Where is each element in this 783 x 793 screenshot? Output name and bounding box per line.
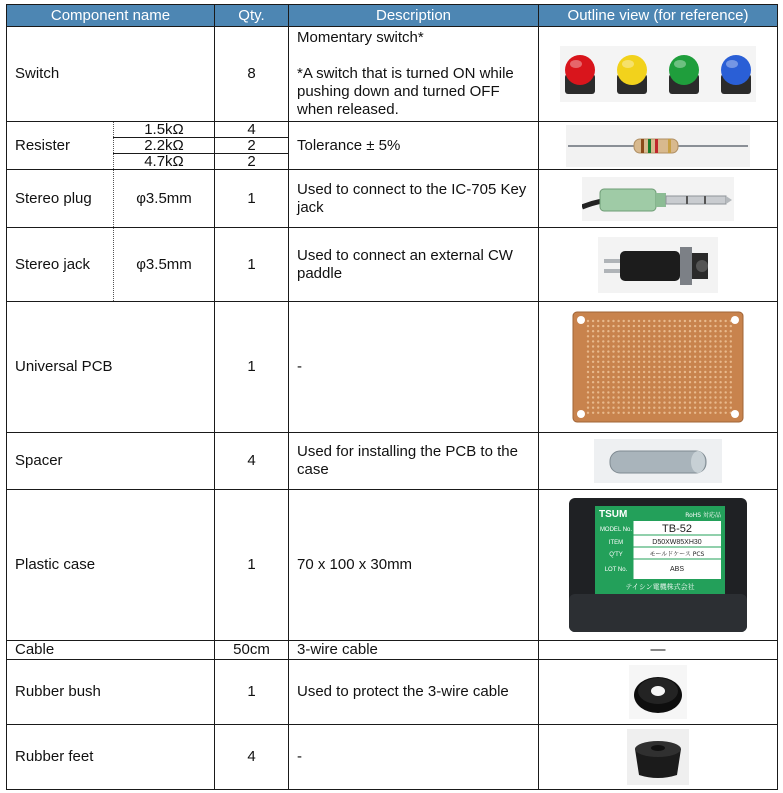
case-label-item-val: D50XW85XH30: [652, 538, 702, 546]
spacer-qty: 4: [215, 433, 289, 490]
bush-name: Rubber bush: [7, 659, 215, 724]
stereo-jack-image: [598, 237, 718, 293]
header-row: [7, 5, 778, 27]
feet-description: -: [289, 724, 539, 789]
row-switch: [7, 27, 778, 121]
switch-desc-line2: *A switch that is turned ON while pushing down and turned OFF when released.: [297, 65, 514, 119]
spacer-outline: [539, 433, 778, 490]
cable-description: 3-wire cable: [289, 640, 539, 659]
case-label-rohs: RoHS 対応品: [685, 511, 721, 519]
row-rubber-feet: [7, 724, 778, 789]
switch-desc-line1: Momentary switch*: [297, 29, 424, 47]
switch-image: [560, 46, 756, 102]
case-label-lot-key: LOT No.: [604, 566, 628, 573]
switch-description: [289, 27, 539, 121]
switch-cap: [669, 55, 699, 85]
stereo-plug-description: Used to connect to the IC-705 Key jack: [289, 170, 539, 228]
resister-qty-3: 2: [215, 154, 289, 170]
case-qty: 1: [215, 490, 289, 640]
row-universal-pcb: [7, 302, 778, 433]
header-qty: Qty.: [215, 5, 289, 27]
stereo-jack-name: Stereo jack: [7, 228, 114, 302]
case-label-maker: テイシン電機株式会社: [625, 582, 695, 591]
stereo-jack-description: Used to connect an external CW paddle: [289, 228, 539, 302]
stereo-plug-spec: φ3.5mm: [114, 170, 215, 228]
switch-cap: [565, 55, 595, 85]
stereo-plug-image: [582, 177, 734, 221]
pcb-name: Universal PCB: [7, 302, 215, 433]
header-component: Component name: [7, 5, 215, 27]
case-image: [569, 498, 747, 632]
stereo-jack-qty: 1: [215, 228, 289, 302]
case-outline: [539, 490, 778, 640]
resister-value-3: 4.7kΩ: [114, 154, 215, 170]
row-rubber-bush: [7, 659, 778, 724]
case-label-item-key: ITEM: [608, 539, 624, 546]
pcb-description: -: [289, 302, 539, 433]
row-resister-1: [7, 121, 778, 137]
resister-name: Resister: [7, 121, 114, 170]
row-spacer: [7, 433, 778, 490]
pcb-outline: [539, 302, 778, 433]
case-label-brand: TSUM: [599, 508, 628, 520]
resister-description: Tolerance ± 5%: [289, 121, 539, 170]
cable-qty: 50cm: [215, 640, 289, 659]
resister-qty-2: 2: [215, 138, 289, 154]
case-label-model-val: TB-52: [662, 522, 692, 535]
resister-value-2: 2.2kΩ: [114, 138, 215, 154]
row-stereo-jack: [7, 228, 778, 302]
spacer-name: Spacer: [7, 433, 215, 490]
resister-value-1: 1.5kΩ: [114, 121, 215, 137]
feet-outline: [539, 724, 778, 789]
pcb-image: [572, 311, 744, 423]
case-label-qty-val: モールドケース PCS: [649, 550, 705, 558]
rubber-bush-image: [629, 665, 687, 719]
pcb-qty: 1: [215, 302, 289, 433]
cable-name: Cable: [7, 640, 215, 659]
bush-qty: 1: [215, 659, 289, 724]
header-description: Description: [289, 5, 539, 27]
resistor-image: [566, 125, 750, 167]
resister-qty-1: 4: [215, 121, 289, 137]
case-label-lot-val: ABS: [669, 565, 685, 573]
stereo-jack-outline: [539, 228, 778, 302]
switch-cap: [617, 55, 647, 85]
parts-table: [6, 4, 778, 790]
row-stereo-plug: [7, 170, 778, 228]
row-plastic-case: [7, 490, 778, 640]
stereo-plug-name: Stereo plug: [7, 170, 114, 228]
stereo-plug-qty: 1: [215, 170, 289, 228]
cable-outline: —: [539, 640, 778, 659]
switch-cap: [721, 55, 751, 85]
row-cable: [7, 640, 778, 659]
switch-outline: [539, 27, 778, 121]
header-outline: Outline view (for reference): [539, 5, 778, 27]
stereo-plug-outline: [539, 170, 778, 228]
case-name: Plastic case: [7, 490, 215, 640]
feet-name: Rubber feet: [7, 724, 215, 789]
rubber-feet-image: [627, 729, 689, 785]
switch-name: Switch: [7, 27, 215, 121]
bush-outline: [539, 659, 778, 724]
case-label-qty-key: Q'TY: [609, 551, 623, 558]
spacer-image: [594, 439, 722, 483]
stereo-jack-spec: φ3.5mm: [114, 228, 215, 302]
switch-qty: 8: [215, 27, 289, 121]
feet-qty: 4: [215, 724, 289, 789]
case-label-model-key: MODEL No.: [599, 526, 633, 533]
case-description: 70 x 100 x 30mm: [289, 490, 539, 640]
spacer-description: Used for installing the PCB to the case: [289, 433, 539, 490]
bush-description: Used to protect the 3-wire cable: [289, 659, 539, 724]
resister-outline: [539, 121, 778, 170]
